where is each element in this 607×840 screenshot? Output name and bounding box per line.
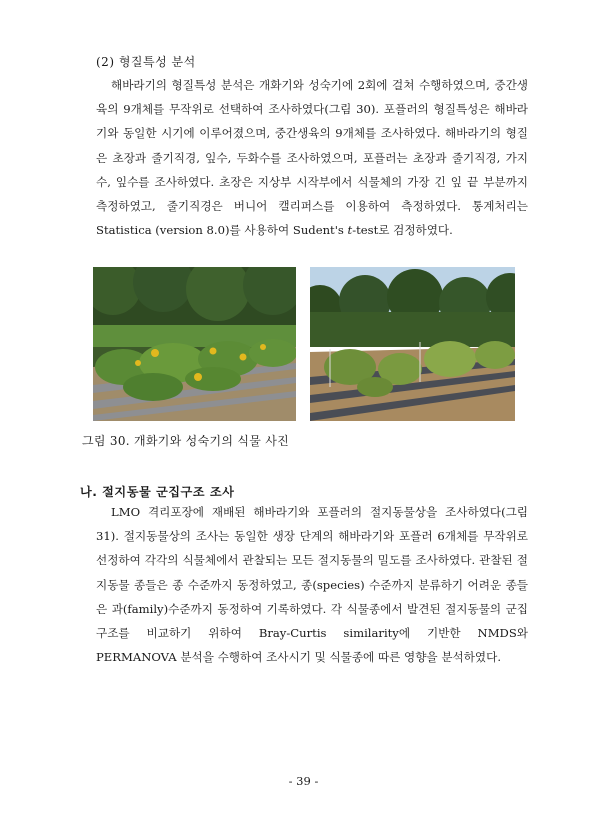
- photo-maturity-stage: [310, 267, 515, 421]
- photo-flowering-stage: [93, 267, 296, 421]
- paragraph-text: LMO 격리포장에 재배된 해바라기와 포플러의 절지동물상을 조사하였다(그림 31). 절지동물상의 조사는 동일한 생장 단계의 해바라기와 포플러 6개체를 무작위로 선정하여 각각의 식물체에서 관찰되는 모든 절지동물의 밀도를 조사하였다. 관찰된 절지동물 종들은 종 수준까지 동정하였고, 종(species) 수준까지 분류하기 어려운 종들은 과(family)수준까지 동정하여 기록하였다. 각 식물종에서 발견된 절지동물의 군집 구조를 비교하기 위하여 Bray-Curtis similarity에 기반한 NMDS와 PERMANOVA 분석을 수행하여 조사시기 및 식물종에 따른 영향을 분석하였다.: [96, 505, 528, 665]
- paragraph-text: 해바라기의 형질특성 분석은 개화기와 성숙기에 2회에 걸쳐 수행하였으며, 중간생육의 9개체를 무작위로 선택하여 조사하였다(그림 30). 포플러의 형질특성은 해바라기와 동일한 시기에 이루어졌으며, 중간생육의 9개체를 조사하였다. 해바라기의 형질은 초장과 줄기직경, 잎수, 두화수를 조사하였으며, 포플러는 초장과 줄기직경, 가지수, 잎수를 조사하였다. 초장은 지상부 시작부에서 식물체의 가장 긴 잎 끝 부분까지 측정하였고, 줄기직경은 버니어 캘리퍼스를 이용하여 측정하였다. 통계처리는 Statistica (version 8.0)를 사용하여 Sudent's: [96, 78, 528, 238]
- italic-t: t: [347, 223, 353, 238]
- section-heading-trait-analysis: (2) 형질특성 분석: [96, 55, 196, 69]
- page-number: - 39 -: [288, 774, 319, 788]
- figure-caption: 그림 30. 개화기와 성숙기의 식물 사진: [82, 434, 290, 448]
- section-heading-arthropod-survey: 나. 절지동물 군집구조 조사: [80, 485, 235, 499]
- trait-analysis-paragraph: [96, 73, 528, 242]
- arthropod-survey-paragraph: [96, 500, 528, 669]
- paragraph-text-end: -test로 검정하였다.: [352, 223, 453, 238]
